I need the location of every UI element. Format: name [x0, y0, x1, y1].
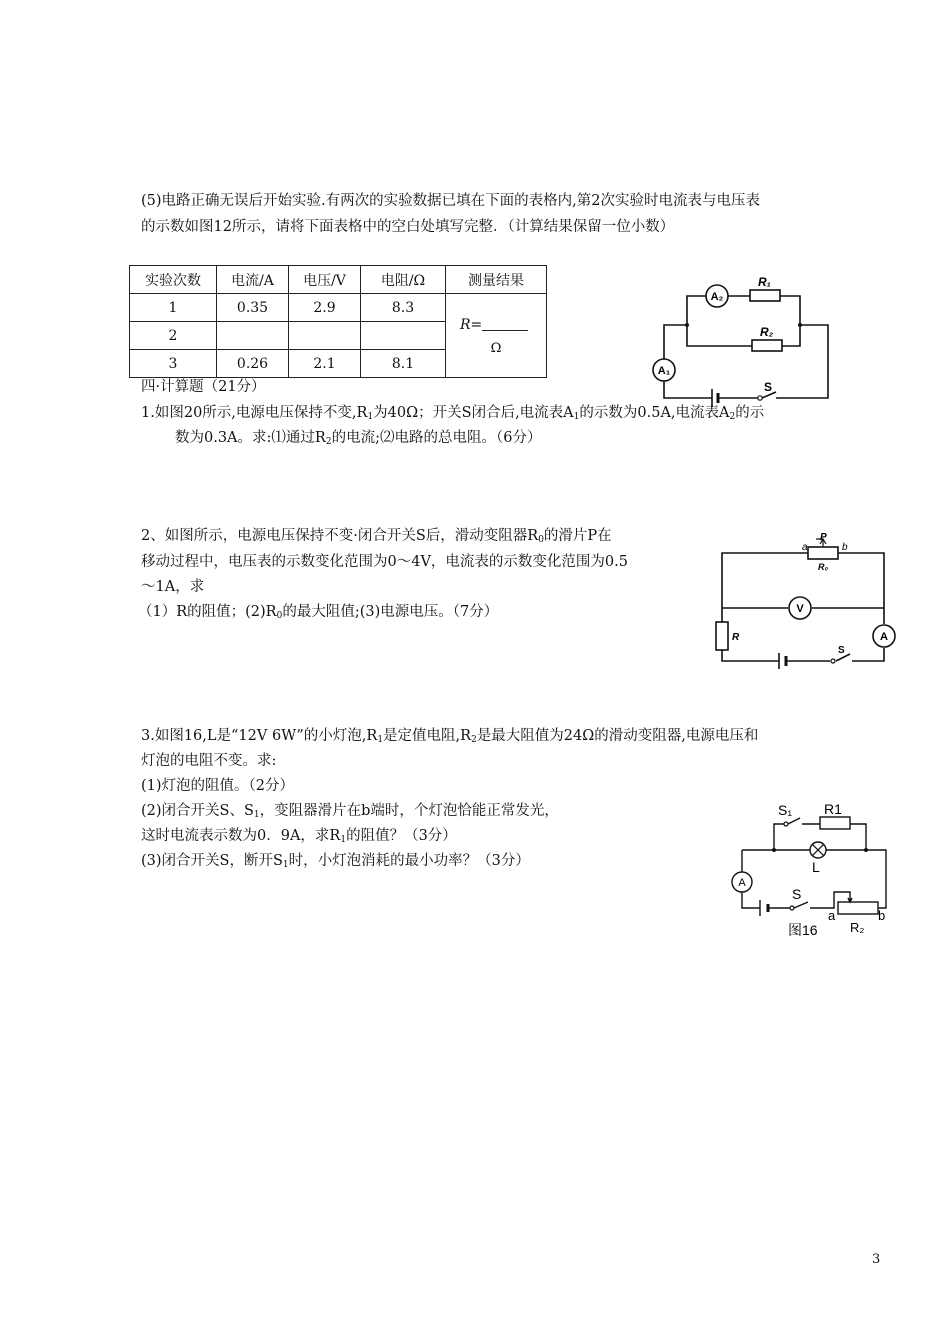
- junction-dot: [685, 323, 689, 327]
- problem-3-text: (3)闭合开关S，断开S: [141, 853, 283, 869]
- fig16-label-b: b: [878, 908, 886, 923]
- problem-2-line-4: [138, 602, 498, 626]
- subscript: 1: [340, 835, 347, 845]
- problem-2-line-1: [141, 526, 612, 550]
- fig20-label-a2: A₂: [710, 291, 724, 303]
- table-header-row: [130, 266, 547, 294]
- switch-icon: [831, 659, 835, 663]
- fig2-label-a: a: [802, 542, 808, 553]
- lamp-icon: [810, 842, 826, 858]
- fig16-caption: 图16: [788, 922, 818, 938]
- subscript: 1: [282, 860, 289, 870]
- table-cell: [217, 322, 289, 350]
- table-cell: 0.35: [217, 294, 289, 322]
- problem-1-text: 为40Ω；开关S闭合后,电流表A: [373, 405, 574, 421]
- fig2-label-p: P: [820, 532, 827, 543]
- subscript: 0: [276, 611, 283, 621]
- circuit-figure-2: [712, 528, 897, 673]
- q5-line-2: 的示数如图12所示，请将下面表格中的空白处填写完整．（计算结果保留一位小数）: [141, 219, 675, 235]
- result-unit: Ω: [490, 340, 502, 356]
- subscript: 1: [573, 412, 580, 422]
- problem-3-text: 是定值电阻,R: [383, 728, 472, 744]
- junction-dot: [864, 848, 868, 852]
- table-row: [130, 294, 547, 322]
- problem-3-text: 的阻值？（3分）: [346, 828, 457, 844]
- problem-1-line-2: [175, 428, 541, 452]
- problem-3-text: 是最大阻值为24Ω的滑动变阻器,电源电压和: [476, 728, 759, 744]
- header-current: 电流/A: [217, 266, 289, 294]
- problem-1-text: 的电流;⑵电路的总电阻。（6分）: [331, 430, 542, 446]
- subscript: 2: [729, 412, 736, 422]
- header-resistance: 电阻/Ω: [361, 266, 446, 294]
- problem-3-text: ，变阻器滑片在b端时，个灯泡恰能正常发光，: [259, 803, 559, 819]
- fig2-label-s: S: [838, 645, 845, 656]
- junction-dot: [798, 323, 802, 327]
- problem-3-text: 这时电流表示数为0．9A，求R: [141, 828, 341, 844]
- problem-1-text: 的示: [735, 405, 765, 421]
- result-blank: [482, 316, 528, 331]
- fig16-label-s1: S₁: [778, 802, 793, 818]
- subscript: 0: [538, 535, 544, 545]
- problem-2-text: （1）R的阻值；(2)R: [138, 604, 277, 620]
- fig20-label-s: S: [764, 380, 773, 394]
- problem-1-text: 的示数为0.5A,电流表A: [579, 405, 730, 421]
- table-cell: 0.26: [217, 350, 289, 378]
- subscript: 2: [325, 437, 332, 447]
- problem-1-line-1: [141, 403, 764, 427]
- table-cell: [289, 322, 361, 350]
- fig16-label-r2: R₂: [850, 920, 865, 935]
- table-cell: 2.1: [289, 350, 361, 378]
- q5-line-1: (5)电路正确无误后开始实验.有两次的实验数据已填在下面的表格内,第2次实验时电流表与电压表: [141, 193, 760, 209]
- problem-1-number: 1.: [141, 405, 155, 421]
- switch-s1-icon: [784, 822, 788, 826]
- table-cell: 2.9: [289, 294, 361, 322]
- result-label: R=: [460, 316, 483, 333]
- table-cell: 8.3: [361, 294, 446, 322]
- problem-2-line-2: 移动过程中，电压表的示数变化范围为0～4V，电流表的示数变化范围为0.5: [141, 554, 628, 570]
- problem-3-text: (2)闭合开关S、S: [141, 803, 254, 819]
- fig2-label-b: b: [842, 542, 848, 553]
- experiment-table: [129, 265, 547, 378]
- header-trial: 实验次数: [130, 266, 217, 294]
- fig16-label-s: S: [792, 886, 802, 902]
- subscript: 1: [253, 810, 260, 820]
- fig16-label-am: A: [738, 877, 746, 889]
- fig16-label-l: L: [812, 859, 820, 875]
- junction-dot: [772, 848, 776, 852]
- subscript: 1: [377, 735, 384, 745]
- fig20-label-a1: A₁: [657, 365, 671, 377]
- problem-3-text: 时，小灯泡消耗的最小功率？（3分）: [288, 853, 530, 869]
- table-cell: 8.1: [361, 350, 446, 378]
- problem-3-line-3: (1)灯泡的阻值。（2分）: [141, 778, 295, 794]
- circuit-figure-16: [728, 798, 898, 943]
- problem-1-text: 如图20所示,电源电压保持不变,R: [154, 405, 368, 421]
- page-number: 3: [872, 1252, 881, 1267]
- problem-3-line-6: [141, 851, 530, 875]
- fig2-label-r: R: [732, 632, 740, 643]
- table-cell: 2: [130, 322, 217, 350]
- problem-2-text: 2、如图所示，电源电压保持不变·闭合开关S后，滑动变阻器R: [141, 528, 539, 544]
- problem-3-line-5: [141, 826, 457, 850]
- fig16-label-r1: R1: [824, 801, 842, 817]
- problem-2-text: 的滑片P在: [543, 528, 612, 544]
- section-heading: 四·计算题（21分）: [141, 379, 266, 395]
- subscript: 2: [471, 735, 477, 745]
- subscript: 1: [367, 412, 374, 422]
- result-cell: [446, 294, 547, 378]
- circuit-figure-20: [650, 270, 840, 420]
- header-voltage: 电压/V: [289, 266, 361, 294]
- switch-icon: [758, 396, 762, 400]
- problem-3-text: 3.如图16,L是“12V 6W”的小灯泡,R: [141, 728, 378, 744]
- fig20-label-r1: R₁: [758, 275, 771, 289]
- table-cell: [361, 322, 446, 350]
- problem-2-text: 的最大阻值;(3)电源电压。（7分）: [282, 604, 499, 620]
- fig2-label-r0: R₀: [818, 562, 829, 572]
- header-result: 测量结果: [446, 266, 547, 294]
- table-cell: 1: [130, 294, 217, 322]
- switch-s-icon: [790, 906, 794, 910]
- fig2-label-v: V: [796, 603, 804, 615]
- fig20-label-r2: R₂: [760, 325, 774, 339]
- problem-2-line-3: ～1A，求: [141, 579, 205, 595]
- problem-3-line-1: [141, 726, 758, 750]
- problem-1-text: 数为0.3A。求:⑴通过R: [175, 430, 326, 446]
- fig2-label-am: A: [880, 631, 888, 643]
- problem-3-line-2: 灯泡的电阻不变。求:: [141, 753, 277, 769]
- problem-3-line-4: [141, 801, 559, 825]
- fig16-label-a: a: [828, 908, 836, 923]
- table-cell: 3: [130, 350, 217, 378]
